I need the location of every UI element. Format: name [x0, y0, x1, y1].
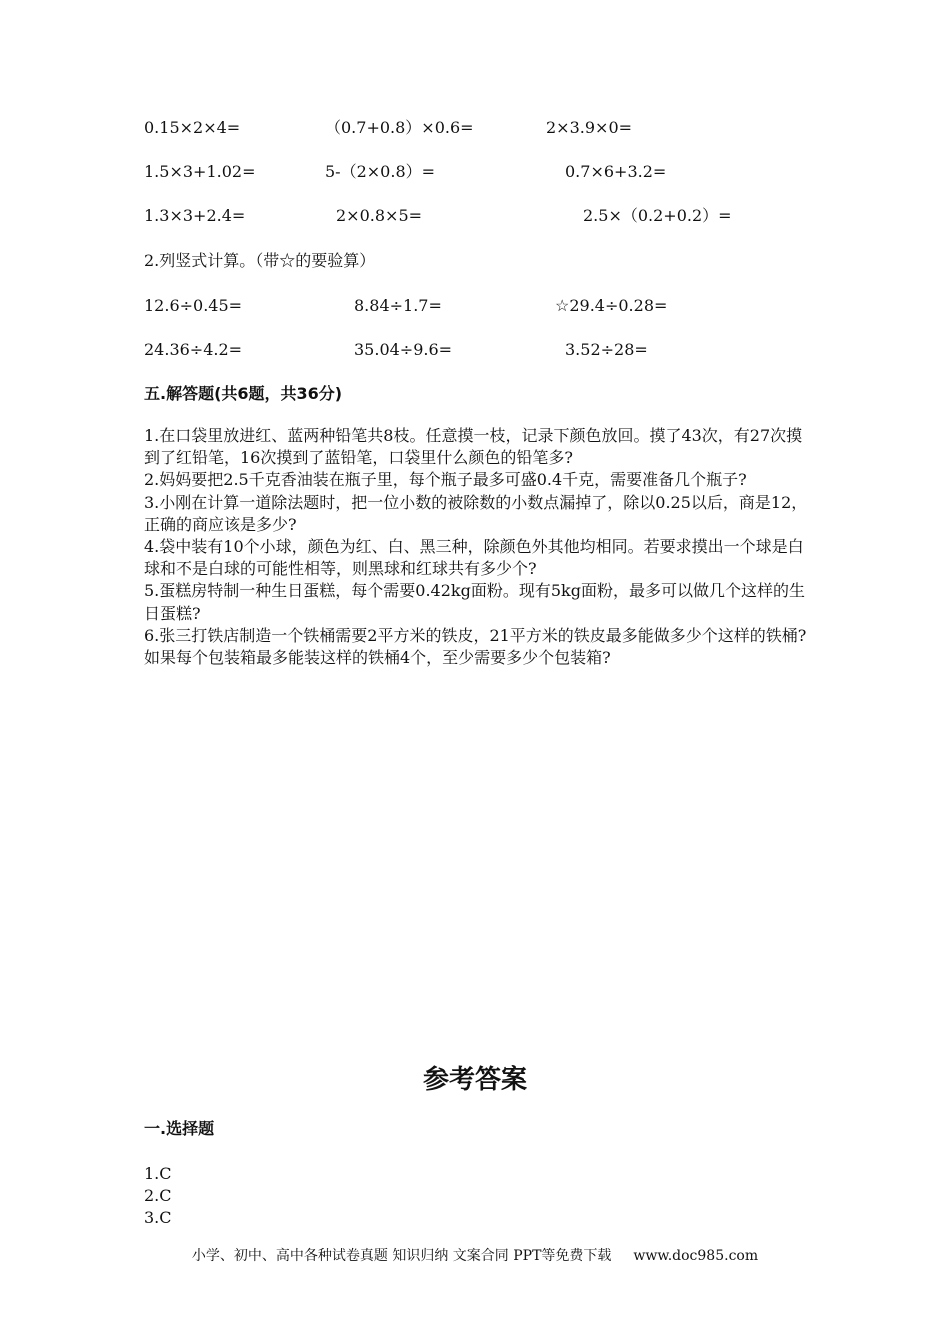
- problem-item: 6.张三打铁店制造一个铁桶需要2平方米的铁皮，21平方米的铁皮最多能做多少个这样的铁桶?如果每个包装箱最多能装这样的铁桶4个，至少需要多少个包装箱?: [144, 625, 807, 668]
- answer-title: 参考答案: [422, 1065, 527, 1095]
- calc-item: 0.7×6+3.2=: [565, 162, 667, 181]
- vertical-item: ☆29.4÷0.28=: [555, 296, 668, 315]
- calc-item: 2×0.8×5=: [336, 206, 423, 225]
- answer-item: 1.C: [144, 1164, 172, 1183]
- answer-list: [144, 1163, 172, 1229]
- problem-item: 5.蛋糕房特制一种生日蛋糕，每个需要0.42kg面粉。现有5kg面粉，最多可以做几个这样的生日蛋糕?: [144, 581, 805, 623]
- problem-list: [144, 425, 814, 669]
- calc-item: 2×3.9×0=: [546, 118, 633, 137]
- vertical-item: 12.6÷0.45=: [144, 296, 243, 315]
- vertical-calc-heading: 2.列竖式计算。（带☆的要验算）: [144, 251, 376, 270]
- vertical-item: 8.84÷1.7=: [354, 296, 442, 315]
- footer-url: www.doc985.com: [633, 1248, 759, 1264]
- problem-item: 4.袋中装有10个小球，颜色为红、白、黑三种，除颜色外其他均相同。若要求摸出一个球是白球和不是白球的可能性相等，则黑球和红球共有多少个?: [144, 537, 804, 579]
- answer-section-heading: 一.选择题: [144, 1119, 215, 1138]
- calc-item: 1.3×3+2.4=: [144, 206, 246, 225]
- problem-item: 1.在口袋里放进红、蓝两种铅笔共8枝。任意摸一枝，记录下颜色放回。摸了43次，有27次摸到了红铅笔，16次摸到了蓝铅笔，口袋里什么颜色的铅笔多?: [144, 426, 803, 468]
- footer-text: 小学、初中、高中各种试卷真题 知识归纳 文案合同 PPT等免费下载: [191, 1248, 612, 1264]
- calc-item: （0.7+0.8）×0.6=: [325, 118, 474, 137]
- problem-item: 2.妈妈要把2.5千克香油装在瓶子里，每个瓶子最多可盛0.4千克，需要准备几个瓶子?: [144, 470, 747, 490]
- answer-item: 2.C: [144, 1186, 172, 1205]
- section-heading: 五.解答题(共6题，共36分): [144, 384, 343, 403]
- answer-item: 3.C: [144, 1208, 172, 1227]
- calc-item: 0.15×2×4=: [144, 118, 241, 137]
- vertical-item: 35.04÷9.6=: [354, 340, 453, 359]
- vertical-item: 3.52÷28=: [565, 340, 648, 359]
- page-footer: [0, 1246, 950, 1266]
- vertical-item: 24.36÷4.2=: [144, 340, 243, 359]
- calc-item: 5-（2×0.8）=: [325, 162, 436, 181]
- calc-item: 1.5×3+1.02=: [144, 162, 256, 181]
- problem-item: 3.小刚在计算一道除法题时，把一位小数的被除数的小数点漏掉了，除以0.25以后，商是12，正确的商应该是多少?: [144, 492, 808, 534]
- calc-item: 2.5×（0.2+0.2）=: [583, 206, 732, 225]
